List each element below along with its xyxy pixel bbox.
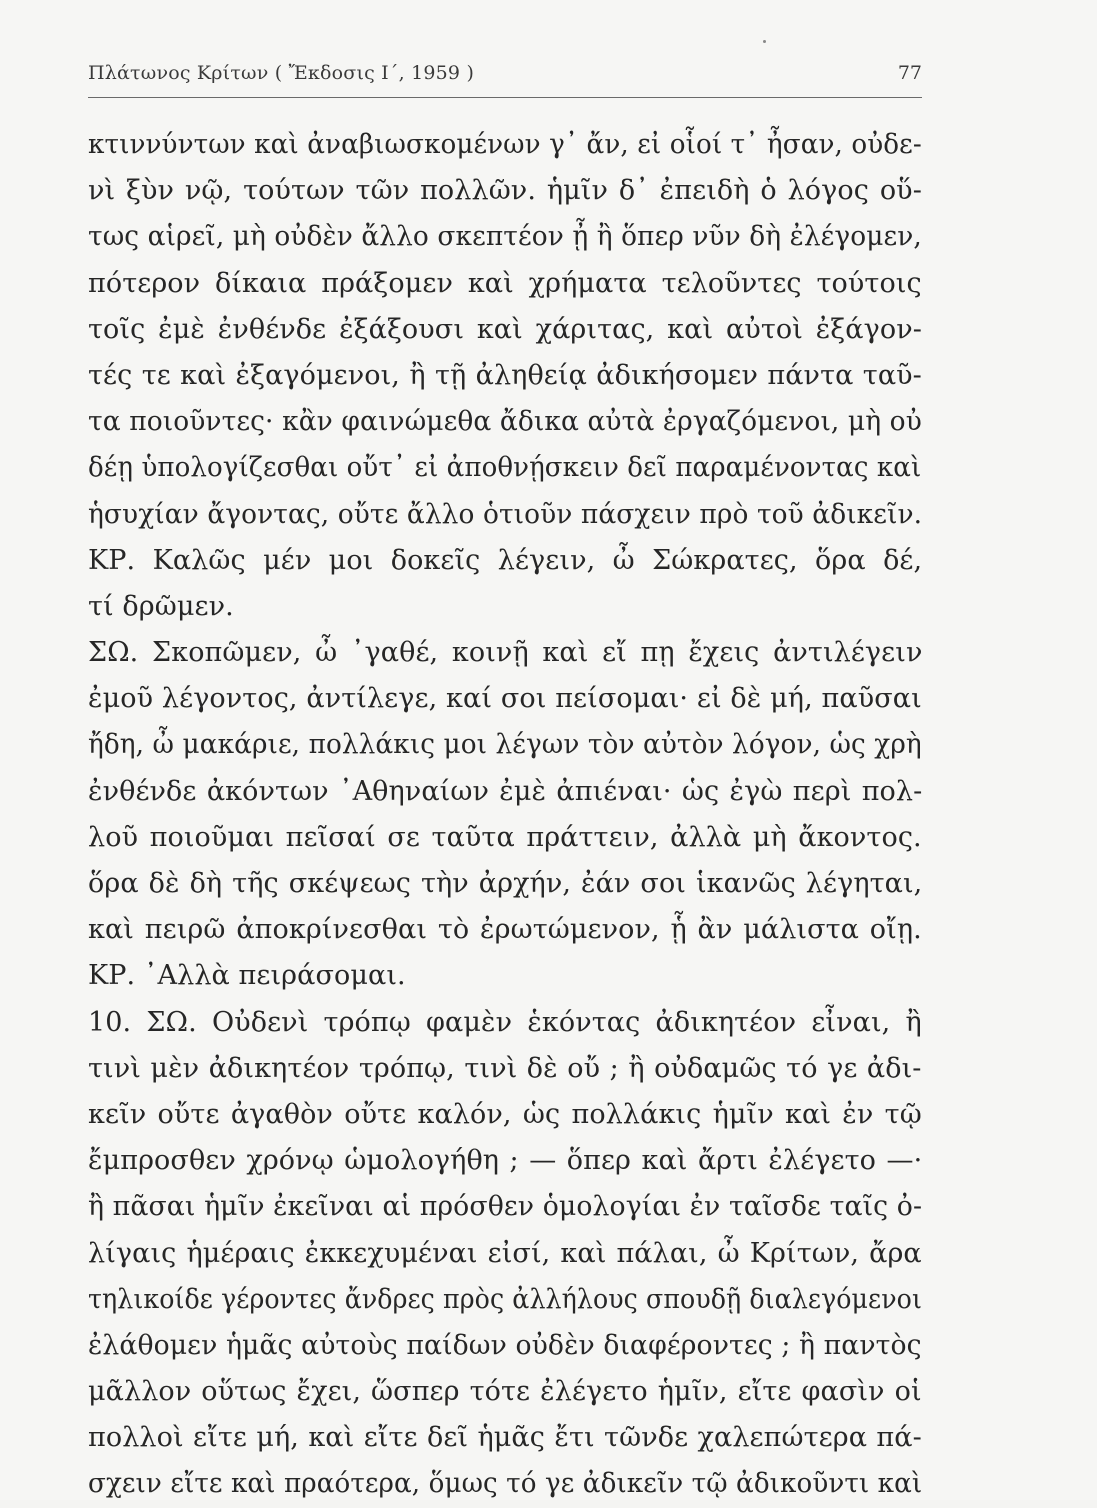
running-title: Πλάτωνος Κρίτων ( Ἔκδοσις Ι΄, 1959 ) <box>88 62 475 84</box>
text-line: κτιννύντων καὶ ἀναβιωσκομένων γ᾽ ἄν, εἰ οἷοί τ᾽ ἦσαν, οὐδε- <box>88 129 922 160</box>
page-number: 77 <box>897 62 922 84</box>
text-line: τί δρῶμεν. <box>88 590 234 622</box>
text-line: τηλικοίδε γέροντες ἄνδρες πρὸς ἀλλήλους σπουδῇ διαλεγόμενοι <box>88 1283 922 1315</box>
text-line: 10. ΣΩ. Οὐδενὶ τρόπῳ φαμὲν ἑκόντας ἀδικητέον εἶναι, ἢ <box>88 1006 922 1038</box>
text-line: τές τε καὶ ἐξαγόμενοι, ἢ τῇ ἀληθείᾳ ἀδικήσομεν πάντα ταῦ- <box>88 359 922 391</box>
text-line: ἔμπροσθεν χρόνῳ ὡμολογήθη ; — ὅπερ καὶ ἄρτι ἐλέγετο —· <box>88 1145 923 1177</box>
text-line: τοῖς ἐμὲ ἐνθένδε ἐξάξουσι καὶ χάριτας, καὶ αὐτοὶ ἐξάγον- <box>88 313 922 345</box>
text-line: μᾶλλον οὕτως ἔχει, ὥσπερ τότε ἐλέγετο ἡμῖν, εἴτε φασὶν οἱ <box>88 1376 922 1408</box>
text-line: πολλοὶ εἴτε μή, καὶ εἴτε δεῖ ἡμᾶς ἔτι τῶνδε χαλεπώτερα πά- <box>88 1422 922 1454</box>
text-line: σχειν εἴτε καὶ πραότερα, ὅμως τό γε ἀδικεῖν τῷ ἀδικοῦντι καὶ <box>88 1468 923 1500</box>
text-line: τα ποιοῦντες· κἂν φαινώμεθα ἄδικα αὐτὰ ἐργαζόμενοι, μὴ οὐ <box>88 406 922 438</box>
text-line: ΚΡ. ᾿Αλλὰ πειράσομαι. <box>88 960 406 992</box>
text-line: ἐλάθομεν ἡμᾶς αὐτοὺς παίδων οὐδὲν διαφέροντες ; ἢ παντὸς <box>88 1329 922 1361</box>
text-line: ἢ πᾶσαι ἡμῖν ἐκεῖναι αἱ πρόσθεν ὁμολογίαι ἐν ταῖσδε ταῖς ὀ- <box>88 1191 923 1223</box>
header-rule <box>88 97 922 98</box>
text-line: λοῦ ποιοῦμαι πεῖσαί σε ταῦτα πράττειν, ἀλλὰ μὴ ἄκοντος. <box>88 821 922 853</box>
text-line: ΣΩ. Σκοπῶμεν, ὦ ᾿γαθέ, κοινῇ καὶ εἴ πῃ ἔχεις ἀντιλέγειν <box>88 637 923 669</box>
text-line: ἤδη, ὦ μακάριε, πολλάκις μοι λέγων τὸν αὐτὸν λόγον, ὡς χρὴ <box>88 729 922 761</box>
ink-speck <box>763 40 766 43</box>
text-line: ΚΡ. Καλῶς μέν μοι δοκεῖς λέγειν, ὦ Σώκρατες, ὅρα δέ, <box>88 544 923 576</box>
text-line: νὶ ξὺν νῷ, τούτων τῶν πολλῶν. ἡμῖν δ᾽ ἐπειδὴ ὁ λόγος οὕ- <box>88 175 922 207</box>
text-line: δέῃ ὑπολογίζεσθαι οὔτ᾽ εἰ ἀποθνῄσκειν δεῖ παραμένοντας καὶ <box>88 452 922 484</box>
text-line: λίγαις ἡμέραις ἐκκεχυμέναι εἰσί, καὶ πάλαι, ὦ Κρίτων, ἄρα <box>88 1237 922 1269</box>
text-line: ἐμοῦ λέγοντος, ἀντίλεγε, καί σοι πείσομαι· εἰ δὲ μή, παῦσαι <box>88 683 922 715</box>
body-text <box>88 122 928 1508</box>
text-line: καὶ πειρῶ ἀποκρίνεσθαι τὸ ἐρωτώμενον, ᾗ ἂν μάλιστα οἴῃ. <box>88 914 922 946</box>
text-line: ἡσυχίαν ἄγοντας, οὔτε ἄλλο ὁτιοῦν πάσχειν πρὸ τοῦ ἀδικεῖν. <box>88 498 923 530</box>
text-line: πότερον δίκαια πράξομεν καὶ χρήματα τελοῦντες τούτοις <box>88 267 922 299</box>
text-line: ὅρα δὲ δὴ τῆς σκέψεως τὴν ἀρχήν, ἐάν σοι ἱκανῶς λέγηται, <box>88 868 923 899</box>
text-line: ἐνθένδε ἀκόντων ᾿Αθηναίων ἐμὲ ἀπιέναι· ὡς ἐγὼ περὶ πολ- <box>88 775 923 807</box>
text-line: τινὶ μὲν ἀδικητέον τρόπῳ, τινὶ δὲ οὔ ; ἢ οὐδαμῶς τό γε ἀδι- <box>88 1052 922 1084</box>
text-line: τως αἱρεῖ, μὴ οὐδὲν ἄλλο σκεπτέον ᾖ ἢ ὅπερ νῦν δὴ ἐλέγομεν, <box>88 221 922 253</box>
text-line: κεῖν οὔτε ἀγαθὸν οὔτε καλόν, ὡς πολλάκις ἡμῖν καὶ ἐν τῷ <box>88 1098 922 1130</box>
running-header <box>88 62 922 92</box>
